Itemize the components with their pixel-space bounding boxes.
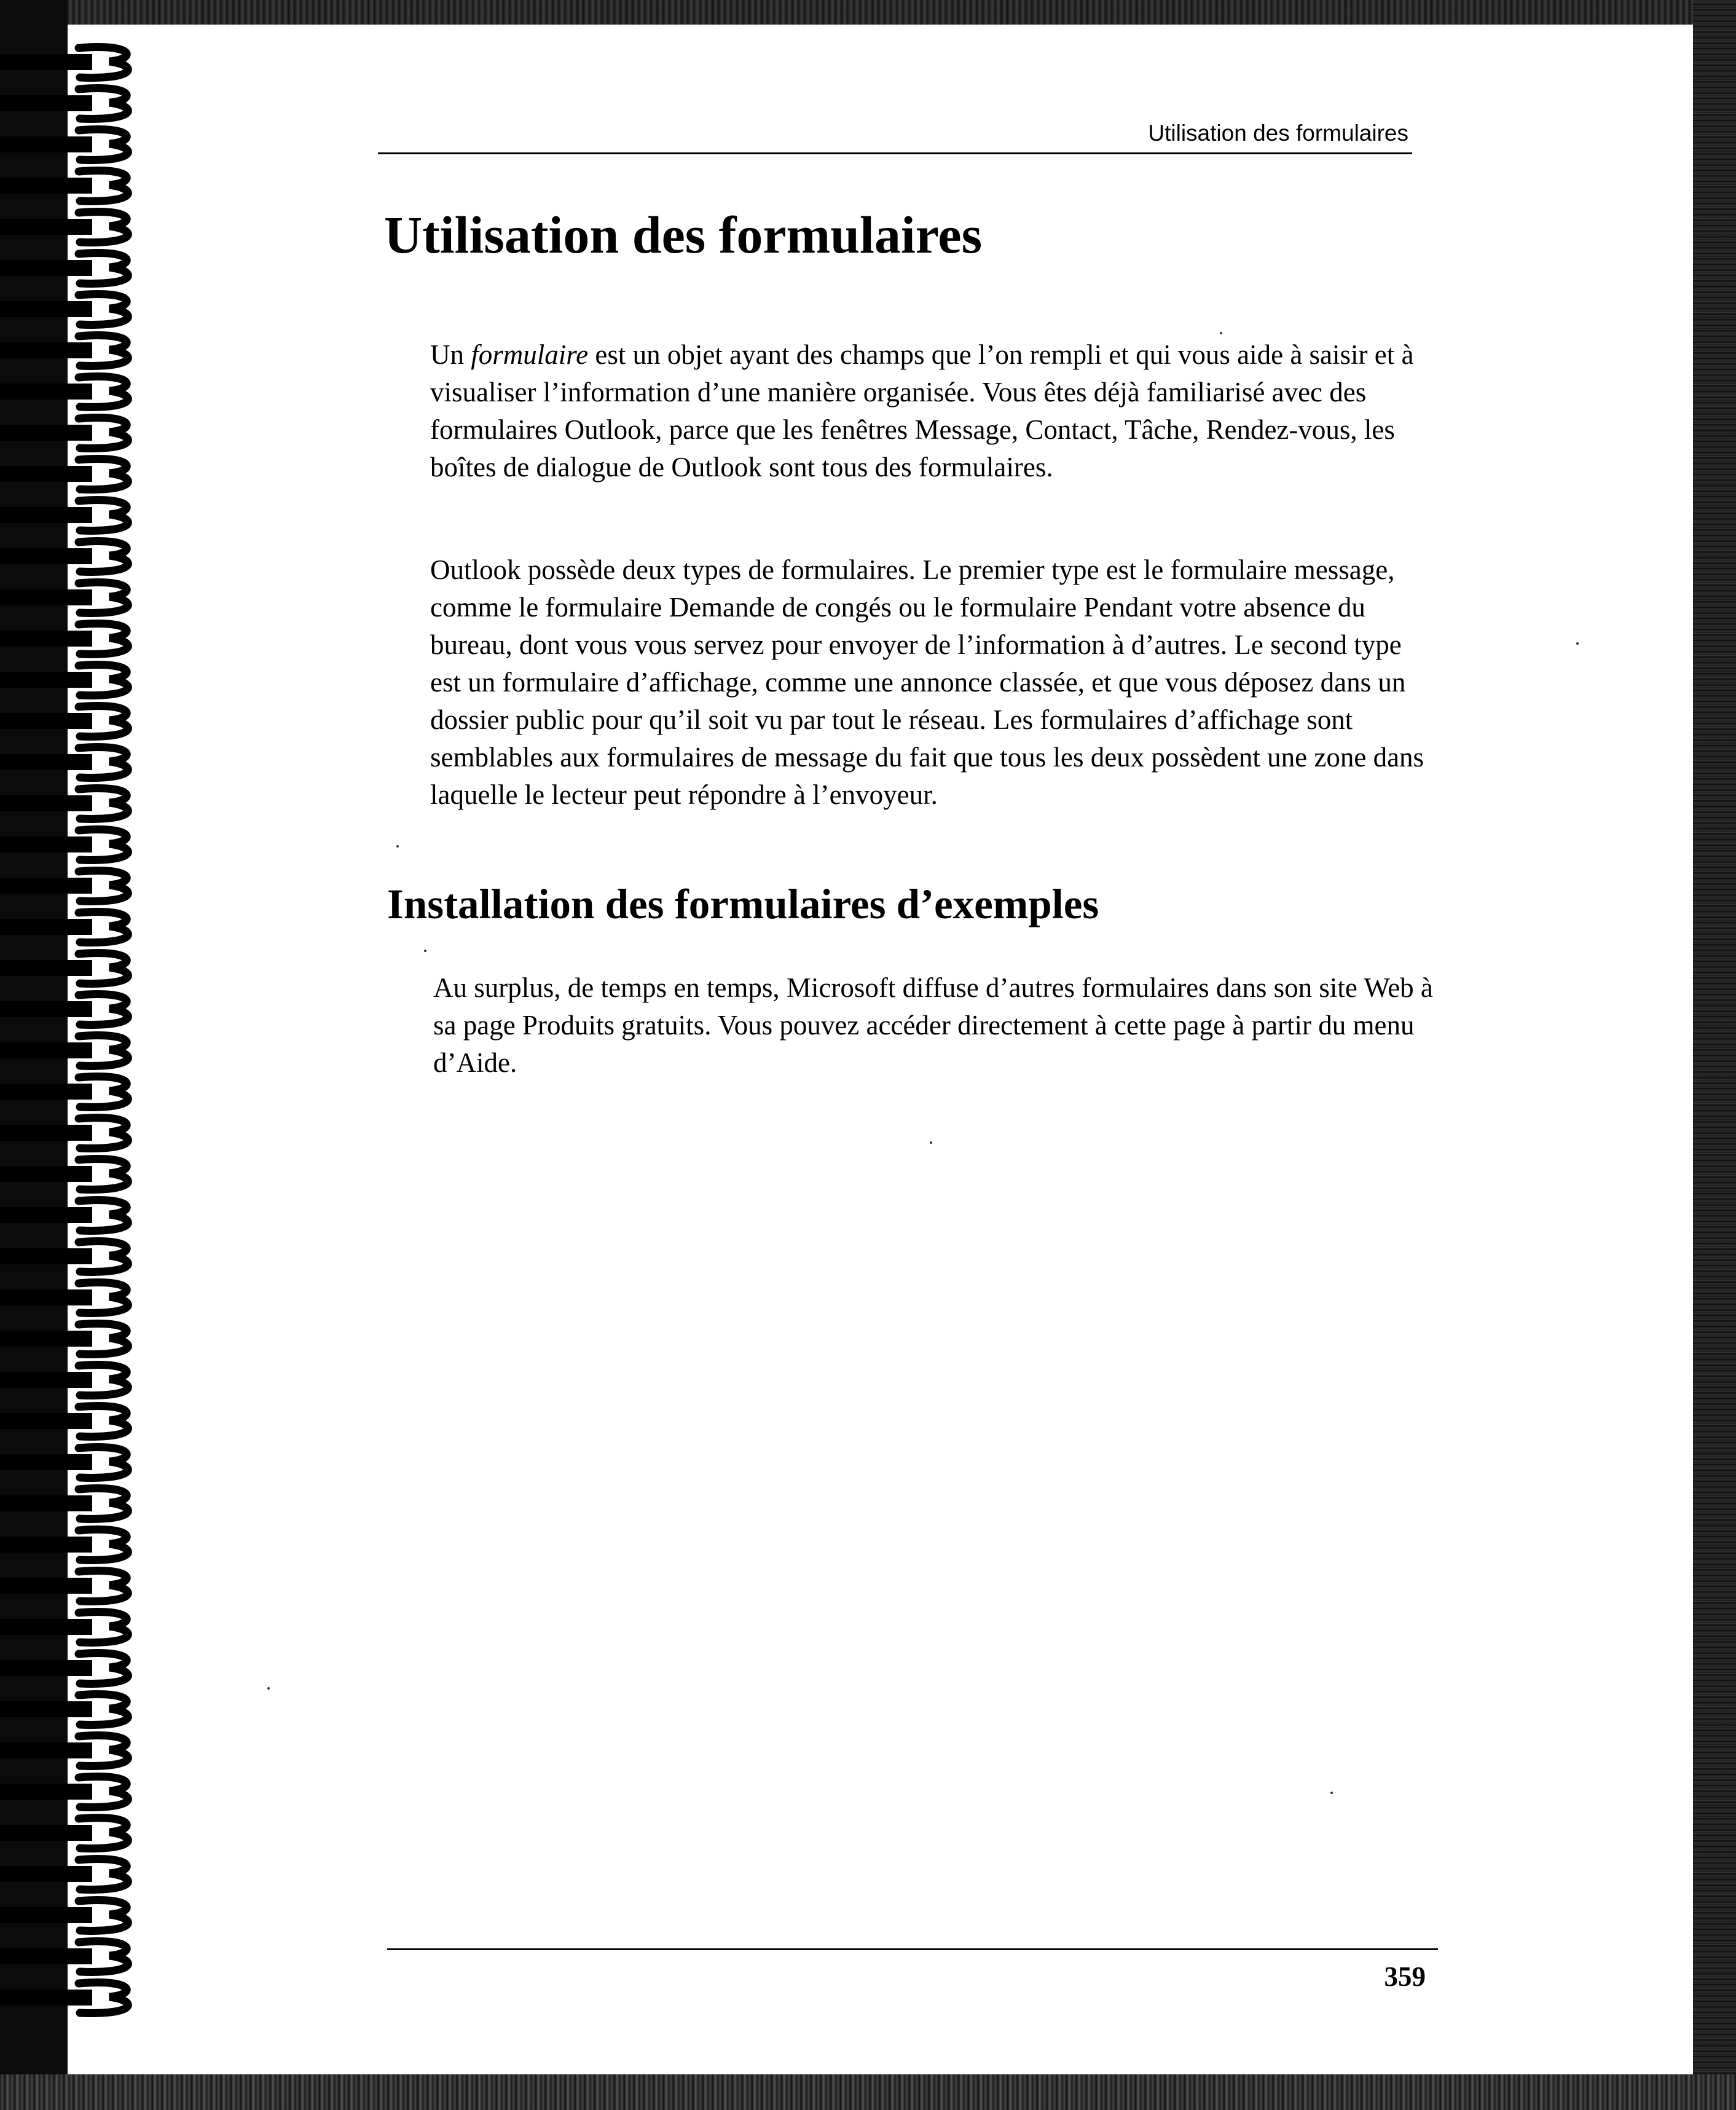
binding-coil (0, 211, 128, 242)
binding-coil (0, 953, 128, 983)
binding-coil (0, 1817, 128, 1848)
binding-coil (0, 1488, 128, 1519)
binding-coil (0, 1694, 128, 1725)
footer-rule (387, 1948, 1438, 1950)
binding-coil (0, 1447, 128, 1478)
scan-speck (396, 845, 399, 848)
binding-coil (0, 1035, 128, 1066)
scan-right-edge (1693, 0, 1736, 2110)
binding-coil (0, 664, 128, 695)
binding-coil (0, 294, 128, 325)
binding-coil (0, 129, 128, 160)
header-rule (378, 152, 1412, 154)
binding-coil (0, 1900, 128, 1931)
binding-coil (0, 829, 128, 860)
binding-coil (0, 706, 128, 736)
binding-coil (0, 47, 128, 77)
binding-coil (0, 1735, 128, 1766)
scan-speck (1576, 642, 1579, 645)
binding-coil (0, 1612, 128, 1642)
binding-coil (0, 1570, 128, 1601)
intro-lead: Un (430, 339, 471, 370)
binding-coil (0, 1941, 128, 1972)
binding-coil (0, 623, 128, 654)
binding-coil (0, 500, 128, 530)
binding-coil (0, 582, 128, 613)
scan-speck (267, 1687, 270, 1690)
binding-coil (0, 1406, 128, 1436)
binding-coil (0, 1653, 128, 1683)
running-header: Utilisation des formulaires (1148, 120, 1408, 146)
binding-coil (0, 911, 128, 942)
form-types-paragraph: Outlook possède deux types de formulaires. Le premier type est le formulaire message, comme le formulaire Demande de congés ou le formulaire Pendant votre absence du bureau, dont vous vous servez pour envoyer de l’information à d’autres. Le second type est un formulaire d’affichage, comme une annonce classée, et que vous déposez dans un dossier public pour qu’il soit vu par tout le réseau. Les formulaires d’affichage sont semblables aux formulaires de message du fait que tous les deux possèdent une zone dans laquelle le lecteur peut répondre à l’envoyeur. (430, 554, 1424, 810)
scan-top-edge (68, 0, 1693, 25)
binding-coil (0, 1076, 128, 1107)
binding-coil (0, 1159, 128, 1189)
intro-term: formulaire (471, 339, 589, 370)
chapter-title: Utilisation des formulaires (384, 205, 983, 264)
page-number: 359 (1384, 1961, 1426, 1992)
binding-coil (0, 1323, 128, 1354)
binding-coil (0, 994, 128, 1025)
binding-coil (0, 253, 128, 283)
section-paragraph: Au surplus, de temps en temps, Microsoft diffuse d’autres formulaires dans son site Web à sa page Produits gratuits. Vous pouvez accéder directement à cette page à partir du menu d’Aide. (433, 972, 1433, 1078)
binding-coil (0, 788, 128, 819)
binding-coil (0, 1859, 128, 1889)
binding-coil (0, 170, 128, 201)
binding-coil (0, 1982, 128, 2013)
binding-coil (0, 88, 128, 119)
binding-coil (0, 459, 128, 489)
scan-bottom-edge (0, 2074, 1736, 2110)
intro-paragraph (430, 336, 1438, 486)
binding-coil (0, 1364, 128, 1395)
scan-speck (1330, 1792, 1333, 1794)
spiral-binding (0, 0, 154, 2110)
intro-rest: est un objet ayant des champs que l’on rempli et qui vous aide à saisir et à visualiser l’information d’une manière organisée. Vous êtes déjà familiarisé avec des formulaires Outlook, parce que les fenêtres Message, Contact, Tâche, Rendez-vous, les boîtes de dialogue de Outlook sont tous des formulaires. (430, 339, 1414, 482)
binding-coil (0, 1117, 128, 1148)
binding-coil (0, 1241, 128, 1272)
binding-coil (0, 541, 128, 572)
binding-coil (0, 870, 128, 901)
section-title: Installation des formulaires d’exemples (387, 881, 1099, 927)
binding-coil (0, 417, 128, 448)
binding-coil (0, 747, 128, 777)
binding-coil (0, 1776, 128, 1807)
binding-coil (0, 335, 128, 366)
scan-speck (424, 950, 426, 952)
binding-coil (0, 1282, 128, 1313)
scan-speck (930, 1141, 932, 1144)
binding-coil (0, 1529, 128, 1560)
binding-coil (0, 1200, 128, 1230)
binding-coil (0, 376, 128, 407)
scan-speck (1220, 332, 1222, 334)
